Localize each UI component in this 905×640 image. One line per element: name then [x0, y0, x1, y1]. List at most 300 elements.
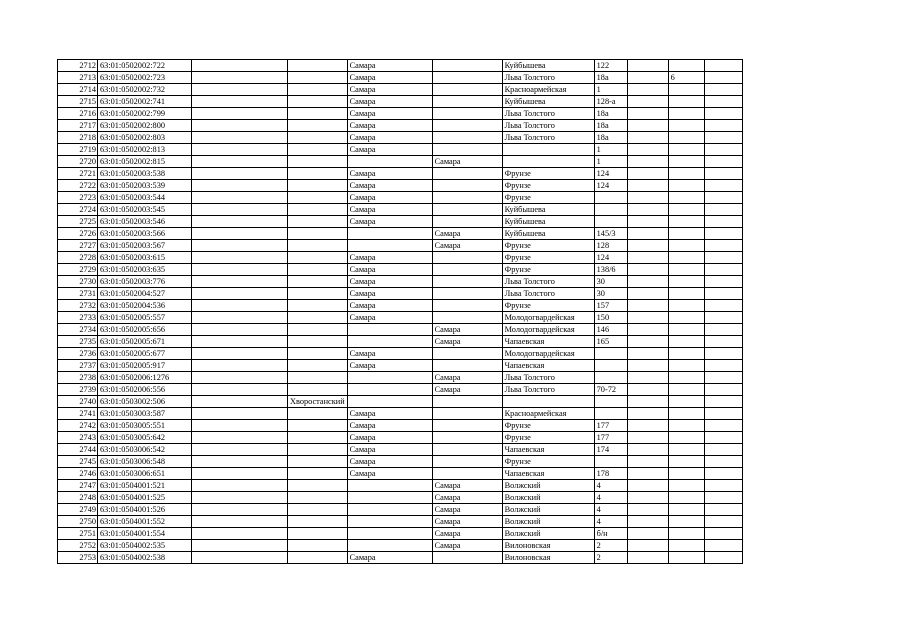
- city-cell: [347, 324, 432, 336]
- blank-cell: [192, 84, 288, 96]
- building-cell: [627, 492, 668, 504]
- extra-cell: [668, 240, 704, 252]
- street-cell: Волжский: [502, 480, 594, 492]
- row-number-cell: 2741: [58, 408, 98, 420]
- table-row: [58, 372, 743, 384]
- building-cell: [627, 264, 668, 276]
- table-row: [58, 432, 743, 444]
- district-cell: [288, 552, 348, 564]
- district-cell: [288, 360, 348, 372]
- extra-cell: [668, 108, 704, 120]
- cadastral-number-cell: 63:01:0504001:521: [98, 480, 192, 492]
- city-cell: Самара: [347, 456, 432, 468]
- blank-cell: [192, 168, 288, 180]
- street-cell: Льва Толстого: [502, 120, 594, 132]
- extra-cell: [668, 192, 704, 204]
- extra-cell: [668, 60, 704, 72]
- trailing-empty-cell: [704, 168, 742, 180]
- blank-cell: [192, 264, 288, 276]
- city-alt-cell: Самара: [432, 240, 502, 252]
- street-cell: Чапаевская: [502, 444, 594, 456]
- building-cell: [627, 216, 668, 228]
- city-alt-cell: Самара: [432, 336, 502, 348]
- cadastral-number-cell: 63:01:0502003:635: [98, 264, 192, 276]
- street-cell: Чапаевская: [502, 468, 594, 480]
- row-number-cell: 2723: [58, 192, 98, 204]
- city-cell: Самара: [347, 348, 432, 360]
- blank-cell: [192, 276, 288, 288]
- table-row: [58, 336, 743, 348]
- row-number-cell: 2740: [58, 396, 98, 408]
- city-cell: Самара: [347, 252, 432, 264]
- building-cell: [627, 108, 668, 120]
- blank-cell: [192, 60, 288, 72]
- house-cell: 150: [594, 312, 627, 324]
- city-alt-cell: Самара: [432, 228, 502, 240]
- row-number-cell: 2745: [58, 456, 98, 468]
- trailing-empty-cell: [704, 264, 742, 276]
- trailing-empty-cell: [704, 492, 742, 504]
- trailing-empty-cell: [704, 156, 742, 168]
- trailing-empty-cell: [704, 108, 742, 120]
- house-cell: 30: [594, 288, 627, 300]
- building-cell: [627, 96, 668, 108]
- district-cell: [288, 432, 348, 444]
- house-cell: 2: [594, 540, 627, 552]
- city-alt-cell: [432, 360, 502, 372]
- row-number-cell: 2749: [58, 504, 98, 516]
- city-alt-cell: [432, 84, 502, 96]
- street-cell: [502, 396, 594, 408]
- building-cell: [627, 144, 668, 156]
- extra-cell: [668, 432, 704, 444]
- city-alt-cell: [432, 60, 502, 72]
- district-cell: [288, 120, 348, 132]
- street-cell: Фрунзе: [502, 252, 594, 264]
- blank-cell: [192, 288, 288, 300]
- district-cell: [288, 288, 348, 300]
- street-cell: Льва Толстого: [502, 288, 594, 300]
- trailing-empty-cell: [704, 552, 742, 564]
- trailing-empty-cell: [704, 504, 742, 516]
- house-cell: 1: [594, 84, 627, 96]
- street-cell: Фрунзе: [502, 192, 594, 204]
- extra-cell: [668, 336, 704, 348]
- cadastral-number-cell: 63:01:0502003:566: [98, 228, 192, 240]
- cadastral-number-cell: 63:01:0504002:535: [98, 540, 192, 552]
- building-cell: [627, 468, 668, 480]
- city-alt-cell: [432, 252, 502, 264]
- building-cell: [627, 432, 668, 444]
- row-number-cell: 2748: [58, 492, 98, 504]
- city-alt-cell: [432, 300, 502, 312]
- table-row: [58, 276, 743, 288]
- city-cell: Самара: [347, 180, 432, 192]
- blank-cell: [192, 252, 288, 264]
- house-cell: 1: [594, 156, 627, 168]
- extra-cell: [668, 504, 704, 516]
- extra-cell: [668, 360, 704, 372]
- blank-cell: [192, 456, 288, 468]
- cadastral-number-cell: 63:01:0502002:813: [98, 144, 192, 156]
- trailing-empty-cell: [704, 516, 742, 528]
- district-cell: [288, 204, 348, 216]
- house-cell: 18а: [594, 120, 627, 132]
- blank-cell: [192, 360, 288, 372]
- cadastral-number-cell: 63:01:0502005:677: [98, 348, 192, 360]
- city-cell: [347, 336, 432, 348]
- row-number-cell: 2730: [58, 276, 98, 288]
- building-cell: [627, 180, 668, 192]
- table-row: [58, 324, 743, 336]
- building-cell: [627, 252, 668, 264]
- table-row: [58, 504, 743, 516]
- row-number-cell: 2739: [58, 384, 98, 396]
- city-cell: Самара: [347, 108, 432, 120]
- house-cell: 128: [594, 240, 627, 252]
- building-cell: [627, 228, 668, 240]
- trailing-empty-cell: [704, 468, 742, 480]
- row-number-cell: 2722: [58, 180, 98, 192]
- blank-cell: [192, 468, 288, 480]
- street-cell: Вилоновская: [502, 540, 594, 552]
- table-row: [58, 132, 743, 144]
- trailing-empty-cell: [704, 72, 742, 84]
- street-cell: Чапаевская: [502, 360, 594, 372]
- row-number-cell: 2744: [58, 444, 98, 456]
- cadastral-number-cell: 63:01:0502002:815: [98, 156, 192, 168]
- trailing-empty-cell: [704, 120, 742, 132]
- street-cell: [502, 156, 594, 168]
- building-cell: [627, 192, 668, 204]
- extra-cell: [668, 516, 704, 528]
- trailing-empty-cell: [704, 276, 742, 288]
- house-cell: 18а: [594, 72, 627, 84]
- city-alt-cell: [432, 312, 502, 324]
- extra-cell: [668, 276, 704, 288]
- city-alt-cell: Самара: [432, 540, 502, 552]
- cadastral-number-cell: 63:01:0502003:776: [98, 276, 192, 288]
- cadastral-number-cell: 63:01:0502003:545: [98, 204, 192, 216]
- table-row: [58, 492, 743, 504]
- extra-cell: [668, 552, 704, 564]
- table-row: [58, 528, 743, 540]
- district-cell: [288, 312, 348, 324]
- district-cell: [288, 324, 348, 336]
- table-row: [58, 204, 743, 216]
- table-row: [58, 72, 743, 84]
- street-cell: Волжский: [502, 504, 594, 516]
- building-cell: [627, 168, 668, 180]
- city-alt-cell: [432, 276, 502, 288]
- district-cell: [288, 516, 348, 528]
- house-cell: [594, 216, 627, 228]
- cadastral-number-cell: 63:01:0503005:551: [98, 420, 192, 432]
- district-cell: [288, 372, 348, 384]
- city-alt-cell: [432, 120, 502, 132]
- trailing-empty-cell: [704, 144, 742, 156]
- building-cell: [627, 324, 668, 336]
- city-alt-cell: [432, 348, 502, 360]
- street-cell: Фрунзе: [502, 456, 594, 468]
- cadastral-number-cell: 63:01:0503002:506: [98, 396, 192, 408]
- trailing-empty-cell: [704, 252, 742, 264]
- city-cell: Самара: [347, 288, 432, 300]
- trailing-empty-cell: [704, 384, 742, 396]
- blank-cell: [192, 300, 288, 312]
- extra-cell: [668, 300, 704, 312]
- city-alt-cell: Самара: [432, 324, 502, 336]
- city-alt-cell: Самара: [432, 492, 502, 504]
- row-number-cell: 2737: [58, 360, 98, 372]
- city-alt-cell: [432, 432, 502, 444]
- street-cell: Льва Толстого: [502, 384, 594, 396]
- row-number-cell: 2731: [58, 288, 98, 300]
- city-alt-cell: [432, 132, 502, 144]
- building-cell: [627, 372, 668, 384]
- blank-cell: [192, 120, 288, 132]
- district-cell: [288, 156, 348, 168]
- city-cell: Самара: [347, 204, 432, 216]
- extra-cell: [668, 120, 704, 132]
- house-cell: 18а: [594, 132, 627, 144]
- cadastral-number-cell: 63:01:0502004:536: [98, 300, 192, 312]
- street-cell: Фрунзе: [502, 432, 594, 444]
- house-cell: 2: [594, 552, 627, 564]
- blank-cell: [192, 372, 288, 384]
- trailing-empty-cell: [704, 204, 742, 216]
- row-number-cell: 2733: [58, 312, 98, 324]
- row-number-cell: 2732: [58, 300, 98, 312]
- extra-cell: 6: [668, 72, 704, 84]
- row-number-cell: 2752: [58, 540, 98, 552]
- extra-cell: [668, 372, 704, 384]
- trailing-empty-cell: [704, 456, 742, 468]
- district-cell: [288, 528, 348, 540]
- building-cell: [627, 540, 668, 552]
- table-row: [58, 312, 743, 324]
- house-cell: [594, 348, 627, 360]
- district-cell: [288, 96, 348, 108]
- row-number-cell: 2738: [58, 372, 98, 384]
- extra-cell: [668, 480, 704, 492]
- city-alt-cell: [432, 72, 502, 84]
- city-cell: Самара: [347, 168, 432, 180]
- extra-cell: [668, 228, 704, 240]
- district-cell: [288, 144, 348, 156]
- extra-cell: [668, 156, 704, 168]
- trailing-empty-cell: [704, 348, 742, 360]
- row-number-cell: 2742: [58, 420, 98, 432]
- blank-cell: [192, 516, 288, 528]
- table-row: [58, 108, 743, 120]
- trailing-empty-cell: [704, 288, 742, 300]
- street-cell: Волжский: [502, 492, 594, 504]
- district-cell: [288, 264, 348, 276]
- row-number-cell: 2746: [58, 468, 98, 480]
- building-cell: [627, 552, 668, 564]
- trailing-empty-cell: [704, 180, 742, 192]
- house-cell: 157: [594, 300, 627, 312]
- cadastral-number-cell: 63:01:0502003:546: [98, 216, 192, 228]
- district-cell: [288, 108, 348, 120]
- blank-cell: [192, 72, 288, 84]
- table-row: [58, 552, 743, 564]
- cadastral-number-cell: 63:01:0502002:799: [98, 108, 192, 120]
- table-row: [58, 180, 743, 192]
- blank-cell: [192, 396, 288, 408]
- extra-cell: [668, 468, 704, 480]
- trailing-empty-cell: [704, 480, 742, 492]
- house-cell: 124: [594, 180, 627, 192]
- cadastral-number-cell: 63:01:0503005:642: [98, 432, 192, 444]
- city-cell: [347, 504, 432, 516]
- row-number-cell: 2716: [58, 108, 98, 120]
- city-cell: [347, 528, 432, 540]
- extra-cell: [668, 492, 704, 504]
- house-cell: 146: [594, 324, 627, 336]
- table-row: [58, 156, 743, 168]
- house-cell: [594, 408, 627, 420]
- city-alt-cell: Самара: [432, 156, 502, 168]
- row-number-cell: 2719: [58, 144, 98, 156]
- table-row: [58, 228, 743, 240]
- table-row: [58, 456, 743, 468]
- city-alt-cell: [432, 144, 502, 156]
- house-cell: 177: [594, 420, 627, 432]
- city-alt-cell: [432, 408, 502, 420]
- building-cell: [627, 480, 668, 492]
- house-cell: 165: [594, 336, 627, 348]
- district-cell: [288, 84, 348, 96]
- building-cell: [627, 72, 668, 84]
- city-alt-cell: Самара: [432, 528, 502, 540]
- city-cell: Самара: [347, 264, 432, 276]
- street-cell: Куйбышева: [502, 60, 594, 72]
- row-number-cell: 2717: [58, 120, 98, 132]
- cadastral-number-cell: 63:01:0502005:557: [98, 312, 192, 324]
- city-cell: Самара: [347, 192, 432, 204]
- street-cell: Льва Толстого: [502, 372, 594, 384]
- city-cell: Самара: [347, 300, 432, 312]
- street-cell: Молодогвардейская: [502, 348, 594, 360]
- cadastral-number-cell: 63:01:0502005:656: [98, 324, 192, 336]
- district-cell: [288, 180, 348, 192]
- trailing-empty-cell: [704, 408, 742, 420]
- district-cell: [288, 408, 348, 420]
- house-cell: 18а: [594, 108, 627, 120]
- table-row: [58, 444, 743, 456]
- city-cell: [347, 540, 432, 552]
- building-cell: [627, 408, 668, 420]
- blank-cell: [192, 444, 288, 456]
- building-cell: [627, 528, 668, 540]
- building-cell: [627, 348, 668, 360]
- extra-cell: [668, 96, 704, 108]
- blank-cell: [192, 180, 288, 192]
- cadastral-number-cell: 63:01:0503006:542: [98, 444, 192, 456]
- city-cell: Самара: [347, 432, 432, 444]
- city-cell: Самара: [347, 276, 432, 288]
- cadastral-number-cell: 63:01:0502005:671: [98, 336, 192, 348]
- trailing-empty-cell: [704, 132, 742, 144]
- extra-cell: [668, 420, 704, 432]
- city-alt-cell: [432, 396, 502, 408]
- street-cell: Куйбышева: [502, 228, 594, 240]
- city-alt-cell: [432, 108, 502, 120]
- extra-cell: [668, 348, 704, 360]
- table-row: [58, 168, 743, 180]
- cadastral-number-cell: 63:01:0502006:556: [98, 384, 192, 396]
- building-cell: [627, 396, 668, 408]
- blank-cell: [192, 528, 288, 540]
- building-cell: [627, 276, 668, 288]
- district-cell: [288, 216, 348, 228]
- house-cell: [594, 372, 627, 384]
- extra-cell: [668, 132, 704, 144]
- district-cell: Хворостанский: [288, 396, 348, 408]
- city-alt-cell: Самара: [432, 372, 502, 384]
- city-alt-cell: Самара: [432, 504, 502, 516]
- street-cell: Фрунзе: [502, 300, 594, 312]
- house-cell: 128-а: [594, 96, 627, 108]
- blank-cell: [192, 240, 288, 252]
- street-cell: Молодогвардейская: [502, 312, 594, 324]
- house-cell: 4: [594, 516, 627, 528]
- cadastral-number-cell: 63:01:0504001:525: [98, 492, 192, 504]
- building-cell: [627, 516, 668, 528]
- trailing-empty-cell: [704, 396, 742, 408]
- street-cell: Молодогвардейская: [502, 324, 594, 336]
- building-cell: [627, 120, 668, 132]
- extra-cell: [668, 288, 704, 300]
- cadastral-number-cell: 63:01:0502004:527: [98, 288, 192, 300]
- trailing-empty-cell: [704, 540, 742, 552]
- building-cell: [627, 204, 668, 216]
- blank-cell: [192, 408, 288, 420]
- building-cell: [627, 360, 668, 372]
- blank-cell: [192, 348, 288, 360]
- district-cell: [288, 192, 348, 204]
- building-cell: [627, 240, 668, 252]
- blank-cell: [192, 420, 288, 432]
- blank-cell: [192, 336, 288, 348]
- cadastral-number-cell: 63:01:0502003:538: [98, 168, 192, 180]
- table-row: [58, 216, 743, 228]
- city-cell: [347, 156, 432, 168]
- blank-cell: [192, 228, 288, 240]
- trailing-empty-cell: [704, 312, 742, 324]
- table-row: [58, 84, 743, 96]
- district-cell: [288, 300, 348, 312]
- house-cell: [594, 192, 627, 204]
- district-cell: [288, 468, 348, 480]
- city-cell: Самара: [347, 84, 432, 96]
- street-cell: Куйбышева: [502, 216, 594, 228]
- table-row: [58, 96, 743, 108]
- street-cell: Фрунзе: [502, 180, 594, 192]
- table-row: [58, 420, 743, 432]
- extra-cell: [668, 204, 704, 216]
- city-cell: [347, 480, 432, 492]
- extra-cell: [668, 408, 704, 420]
- extra-cell: [668, 84, 704, 96]
- cadastral-number-cell: 63:01:0502003:567: [98, 240, 192, 252]
- blank-cell: [192, 312, 288, 324]
- trailing-empty-cell: [704, 216, 742, 228]
- city-cell: Самара: [347, 120, 432, 132]
- cadastral-table: [57, 59, 743, 564]
